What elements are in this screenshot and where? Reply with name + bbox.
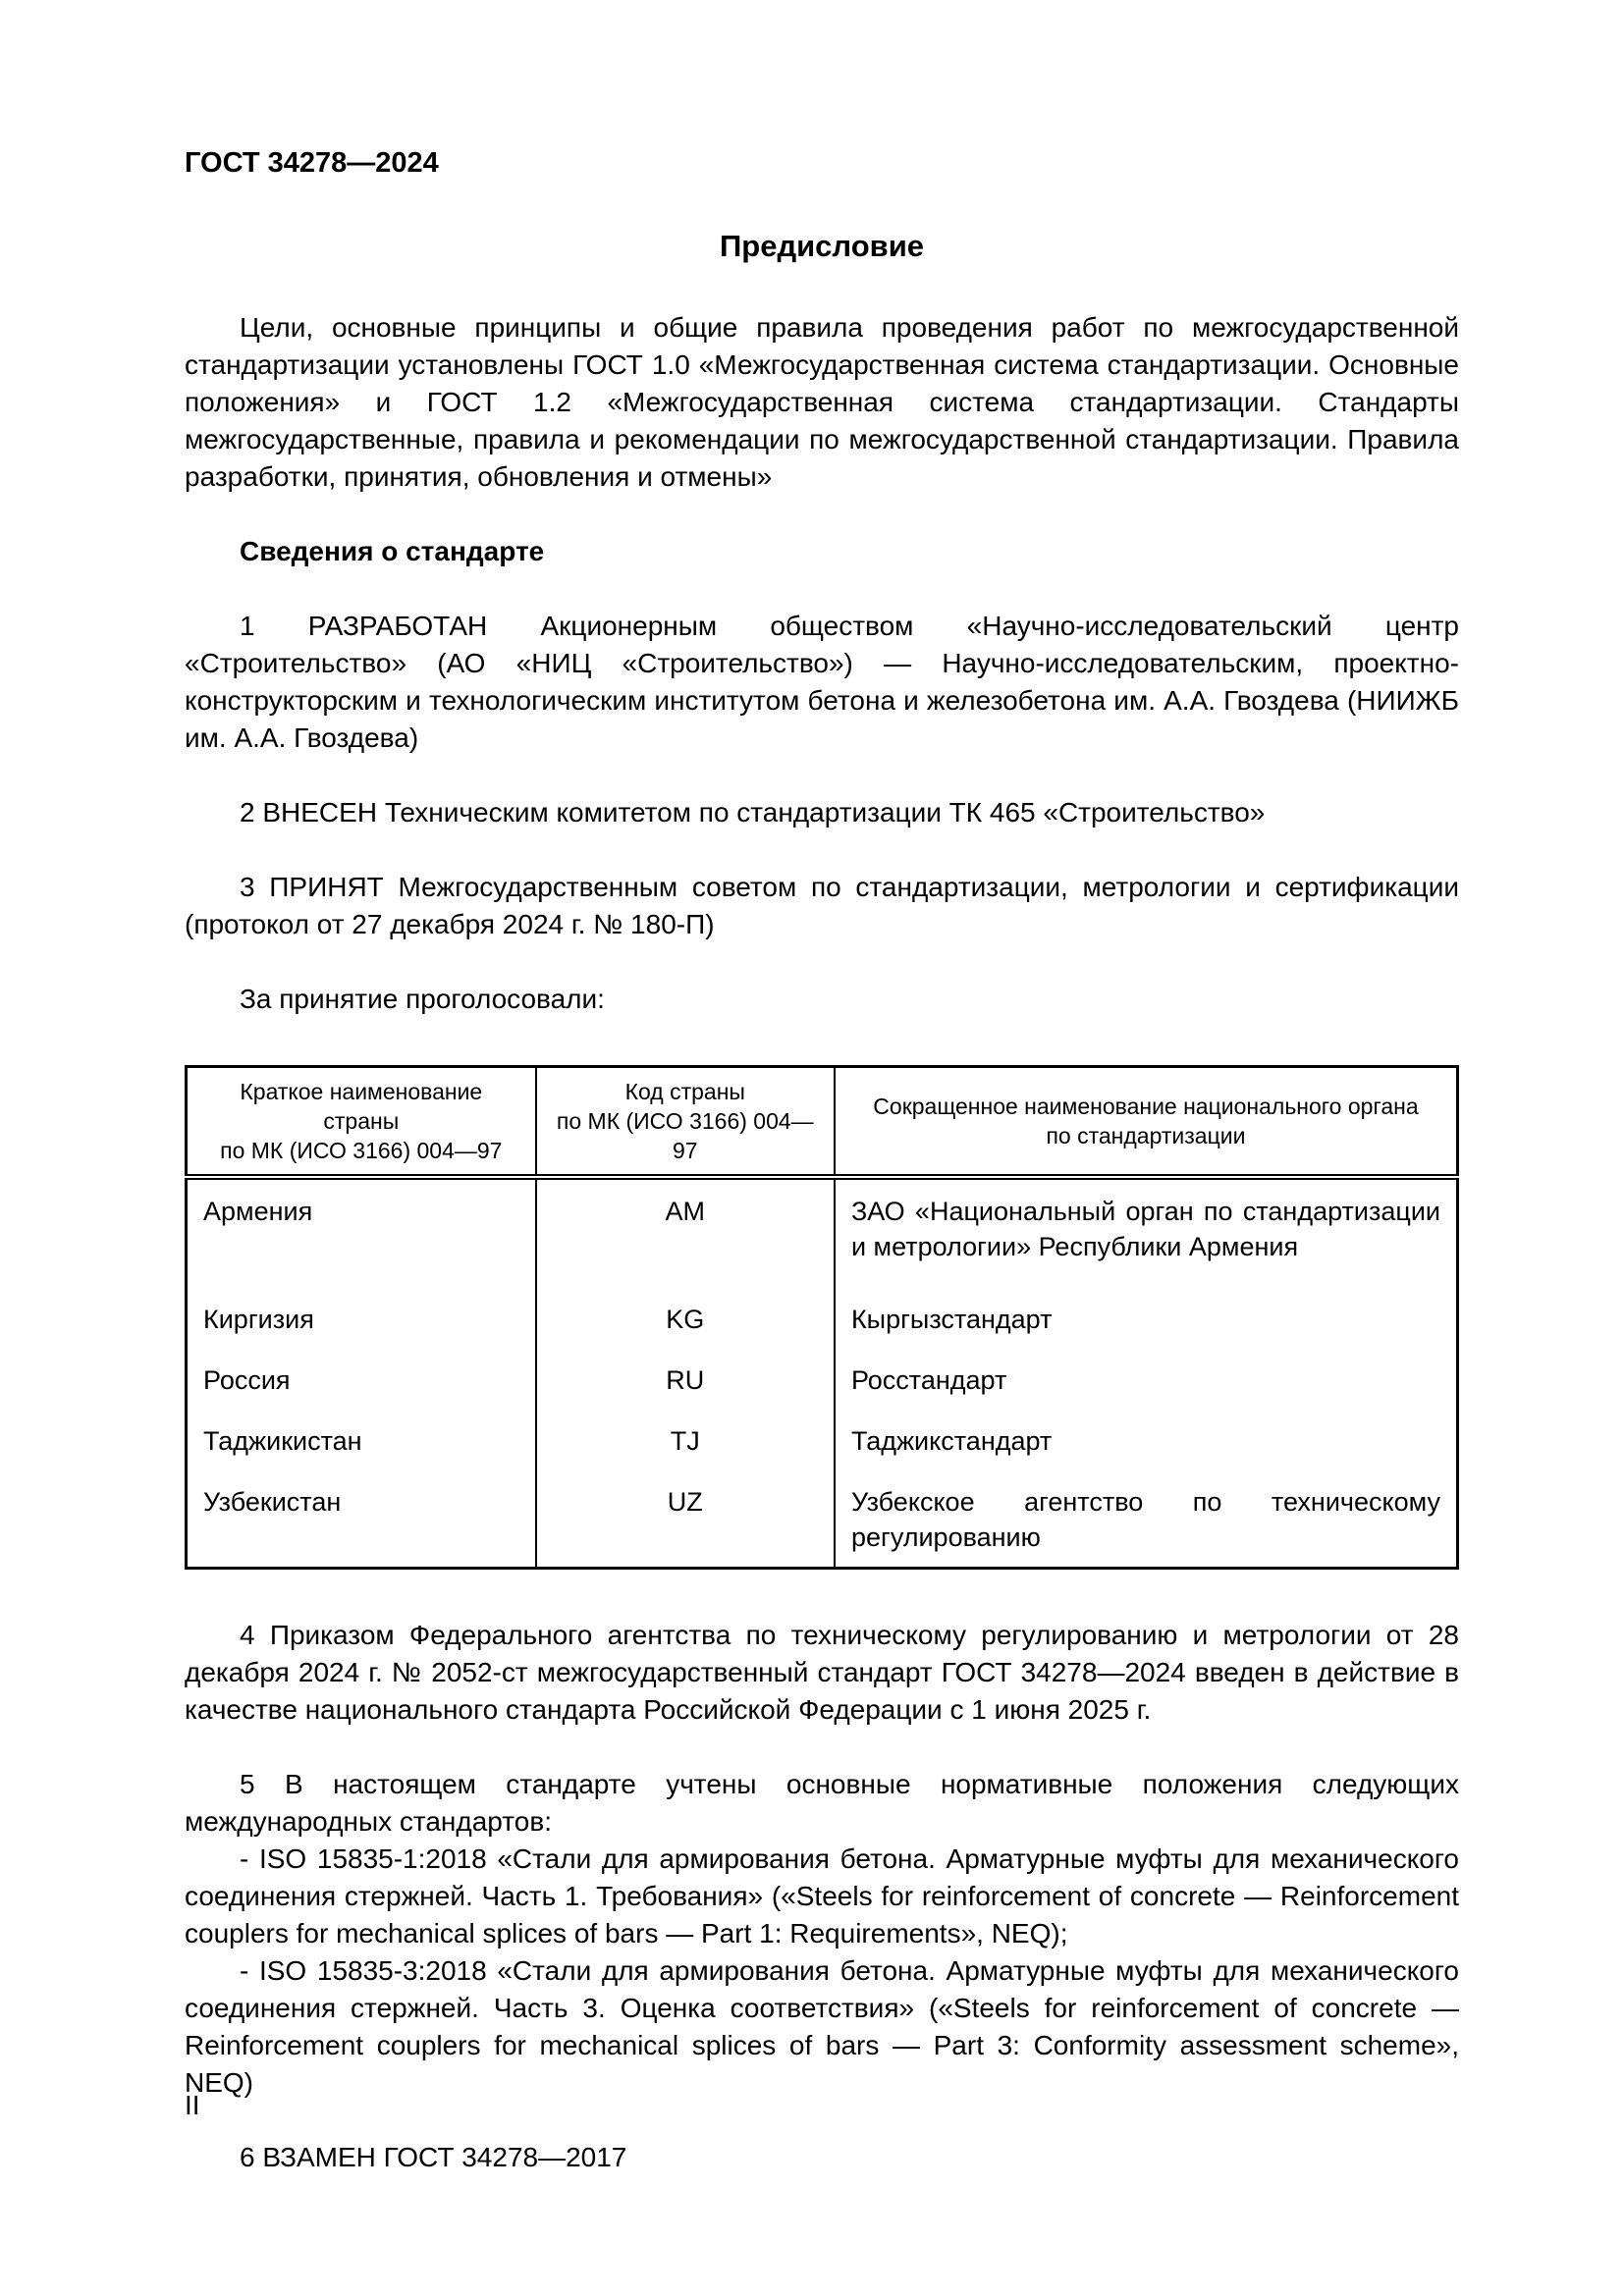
table-row-kyrgyzstan: [187, 1288, 1458, 1349]
section-heading-standard-info: Сведения о стандарте: [240, 536, 545, 566]
header-country-name: [187, 1067, 536, 1178]
table-row-armenia: [187, 1177, 1458, 1288]
document-designation: ГОСТ 34278—2024: [185, 147, 439, 179]
page-content: [185, 147, 1459, 2176]
foreword-item-6-replaces: 6 ВЗАМЕН ГОСТ 34278—2017: [240, 2142, 627, 2172]
cell-country: Киргизия: [187, 1288, 536, 1349]
voting-table: [185, 1065, 1459, 1570]
foreword-item-2-submitted: 2 ВНЕСЕН Техническим комитетом по стандартизации ТК 465 «Строительство»: [240, 797, 1266, 828]
page-number: II: [185, 2090, 200, 2120]
cell-country: Армения: [187, 1177, 536, 1288]
cell-code: AM: [536, 1177, 835, 1288]
cell-body: Таджикстандарт: [835, 1410, 1458, 1470]
header-national-body-line2: по стандартизации: [1046, 1123, 1246, 1148]
foreword-item-5-bullet-iso-15835-3: - ISO 15835-3:2018 «Стали для армирования бетона. Арматурные муфты для механического соединения стержней. Часть 3. Оценка соответствия» («Steels for reinforcement of concrete — Reinforcement couplers for mechanical splices of bars — Part 3: Conformity assessment scheme», NEQ): [185, 1955, 1459, 2098]
voting-table-header-row: [187, 1067, 1458, 1178]
header-country-code: [536, 1067, 835, 1178]
cell-country: Россия: [187, 1349, 536, 1410]
vote-intro-line: За принятие проголосовали:: [240, 984, 605, 1014]
cell-body: Росстандарт: [835, 1349, 1458, 1410]
cell-code: KG: [536, 1288, 835, 1349]
page-title: Предисловие: [719, 229, 924, 263]
header-country-code-line2: по МК (ИСО 3166) 004—97: [556, 1108, 814, 1163]
cell-code: RU: [536, 1349, 835, 1410]
cell-country: Узбекистан: [187, 1470, 536, 1569]
header-national-body: [835, 1067, 1458, 1178]
cell-code: UZ: [536, 1470, 835, 1569]
header-country-code-line1: Код страны: [624, 1079, 745, 1104]
foreword-item-4-order: 4 Приказом Федерального агентства по техническому регулированию и метрологии от 28 декабря 2024 г. № 2052-ст межгосударственный стандарт ГОСТ 34278—2024 введен в действие в качестве национального стандарта Российской Федерации с 1 июня 2025 г.: [185, 1620, 1459, 1725]
cell-code: TJ: [536, 1410, 835, 1470]
foreword-item-5-lead: 5 В настоящем стандарте учтены основные нормативные положения следующих международных стандартов:: [185, 1769, 1459, 1837]
cell-body: ЗАО «Национальный орган по стандартизации и метрологии» Республики Армения: [835, 1177, 1458, 1288]
foreword-intro-paragraph: Цели, основные принципы и общие правила проведения работ по межгосударственной стандартизации установлены ГОСТ 1.0 «Межгосударственная система стандартизации. Основные положения» и ГОСТ 1.2 «Межгосударственная система стандартизации. Стандарты межгосударственные, правила и рекомендации по межгосударственной стандартизации. Правила разработки, принятия, обновления и отмены»: [185, 312, 1459, 492]
header-national-body-line1: Сокращенное наименование национального органа: [873, 1094, 1419, 1119]
foreword-item-3-adopted: 3 ПРИНЯТ Межгосударственным советом по стандартизации, метрологии и сертификации (протокол от 27 декабря 2024 г. № 180-П): [185, 872, 1459, 939]
table-row-tajikistan: [187, 1410, 1458, 1470]
header-country-name-line1: Краткое наименование страны: [240, 1079, 483, 1134]
cell-body: Узбекское агентство по техническому регулированию: [835, 1470, 1458, 1569]
foreword-item-1-developed: 1 РАЗРАБОТАН Акционерным обществом «Научно-исследовательский центр «Строительство» (АО «НИЦ «Строительство») — Научно-исследовательским, проектно-конструкторским и технологическим институтом бетона и железобетона им. А.А. Гвоздева (НИИЖБ им. А.А. Гвоздева): [185, 611, 1459, 753]
foreword-item-5-bullet-iso-15835-1: - ISO 15835-1:2018 «Стали для армирования бетона. Арматурные муфты для механического соединения стержней. Часть 1. Требования» («Steels for reinforcement of concrete — Reinforcement couplers for mechanical splices of bars — Part 1: Requirements», NEQ);: [185, 1843, 1459, 1949]
cell-country: Таджикистан: [187, 1410, 536, 1470]
header-country-name-line2: по МК (ИСО 3166) 004—97: [220, 1138, 503, 1163]
cell-body: Кыргызстандарт: [835, 1288, 1458, 1349]
table-row-uzbekistan: [187, 1470, 1458, 1569]
table-row-russia: [187, 1349, 1458, 1410]
